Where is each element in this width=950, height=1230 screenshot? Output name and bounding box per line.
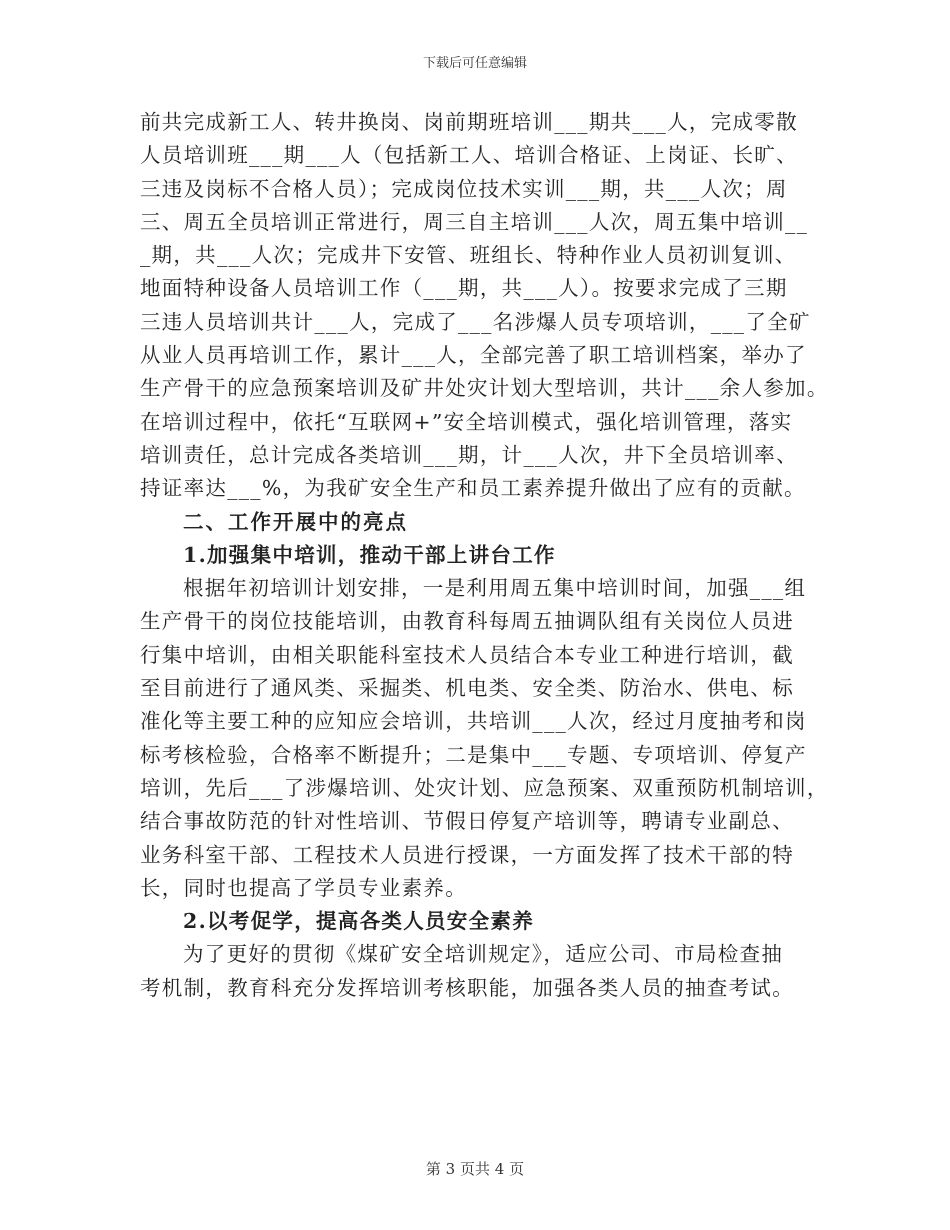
subsection-1-paragraph [140,572,829,905]
text-line: 生产骨干的岗位技能培训，由教育科每周五抽调队组有关岗位人员进 [140,609,794,634]
text-line: 准化等主要工种的应知应会培训，共培训___人次，经过月度抽考和岗 [140,709,807,734]
text-line: 长，同时也提高了学员专业素养。 [140,875,467,900]
text-line: 从业人员再培训工作，累计___人，全部完善了职工培训档案，举办了 [140,343,807,368]
text-line: 标考核检验，合格率不断提升；二是集中___专题、专项培训、停复产 [140,742,807,767]
text-line: 根据年初培训计划安排，一是利用周五集中培训时间，加强___组 [183,576,807,601]
section-heading: 二、工作开展中的亮点 [183,509,408,534]
text-line: 持证率达___%，为我矿安全生产和员工素养提升做出了应有的贡献。 [140,476,806,501]
text-line: 行集中培训，由相关职能科室技术人员结合本专业工种进行培训，截 [140,642,794,667]
text-line: 三、周五全员培训正常进行，周三自主培训___人次，周五集中培训__ [140,209,809,234]
text-line: 培训责任，总计完成各类培训___期，计___人次，井下全员培训率、 [140,442,798,467]
text-line: 生产骨干的应急预案培训及矿井处灾计划大型培训，共计___余人参加。 [140,376,829,401]
paragraph-1 [140,106,829,506]
subsection-2-title: 2.以考促学，提高各类人员安全素养 [183,909,534,934]
page-header: 下载后可任意编辑 [422,56,527,71]
text-line: 地面特种设备人员培训工作（___期，共___人）。按要求完成了三期 [140,276,788,301]
text-line: 培训，先后___了涉爆培训、处灾计划、应急预案、双重预防机制培训， [140,775,829,800]
subsection-1-title: 1.加强集中培训，推动干部上讲台工作 [183,542,556,567]
page-footer: 第 3 页共 4 页 [425,1160,525,1178]
text-line: 至目前进行了通风类、采掘类、机电类、安全类、防治水、供电、标 [140,676,794,701]
text-line: 业务科室干部、工程技术人员进行授课，一方面发挥了技术干部的特 [140,842,794,867]
text-line: 三违人员培训共计___人，完成了___名涉爆人员专项培训，___了全矿 [140,309,811,334]
text-line: 三违及岗标不合格人员）；完成岗位技术实训___期，共___人次；周 [140,176,788,201]
text-line: 人员培训班___期___人（包括新工人、培训合格证、上岗证、长旷、 [140,143,798,168]
text-line: 前共完成新工人、转井换岗、岗前期班培训___期共___人，完成零散 [140,110,798,134]
text-line: 结合事故防范的针对性培训、节假日停复产培训等，聘请专业副总、 [140,809,794,834]
text-line: 为了更好的贯彻《煤矿安全培训规定》，适应公司、市局检查抽 [183,942,784,967]
text-line: _期，共___人次；完成井下安管、班组长、特种作业人员初训复训、 [140,243,797,268]
document-body [140,106,829,1005]
text-line: 在培训过程中，依托“互联网+”安全培训模式，强化培训管理，落实 [140,409,793,434]
subsection-2-paragraph [140,938,820,1005]
text-line: 考机制，教育科充分发挥培训考核职能，加强各类人员的抽查考试。 [140,975,794,1000]
